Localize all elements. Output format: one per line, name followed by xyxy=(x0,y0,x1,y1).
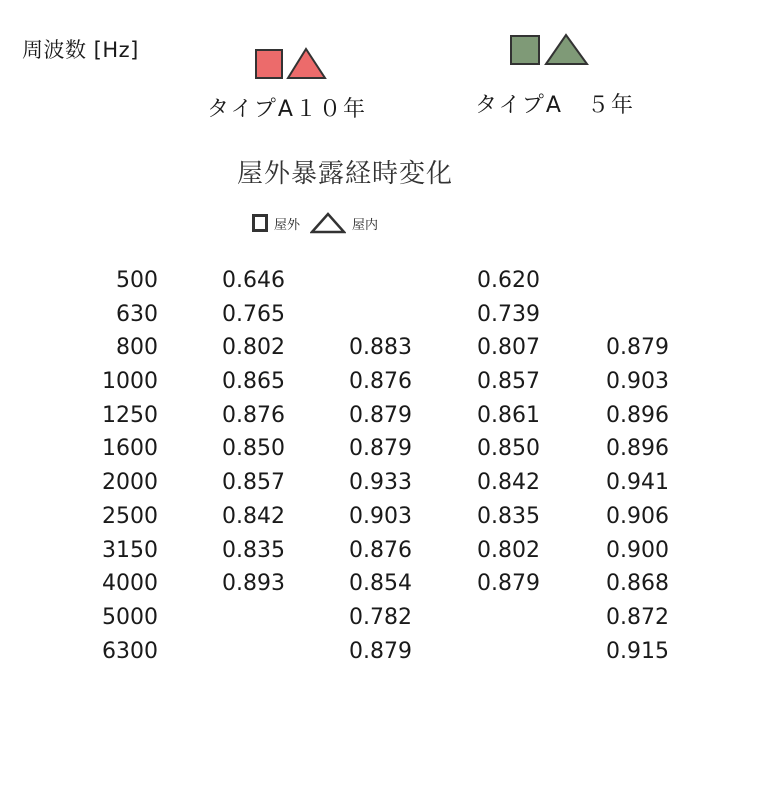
table-row xyxy=(0,335,774,369)
frequency-cell: 1000 xyxy=(102,369,158,395)
a10-indoor-cell: 0.903 xyxy=(349,503,412,529)
a10-indoor-cell: 0.879 xyxy=(349,402,412,428)
a10-outdoor-cell: 0.802 xyxy=(222,335,285,361)
a10-indoor-cell: 0.883 xyxy=(349,335,412,361)
a5-indoor-cell: 0.896 xyxy=(606,436,669,462)
a10-indoor-cell: 0.876 xyxy=(349,369,412,395)
a5-outdoor-cell: 0.857 xyxy=(477,369,540,395)
a5-outdoor-cell: 0.802 xyxy=(477,537,540,563)
a10-outdoor-cell: 0.835 xyxy=(222,537,285,563)
frequency-cell: 6300 xyxy=(102,638,158,664)
a5-indoor-cell: 0.941 xyxy=(606,470,669,496)
a5-outdoor-cell: 0.807 xyxy=(477,335,540,361)
a10-indoor-cell: 0.933 xyxy=(349,470,412,496)
a5-outdoor-cell: 0.620 xyxy=(477,268,540,293)
outdoor-key-label: 屋外 xyxy=(274,217,301,233)
a5-indoor-cell: 0.906 xyxy=(606,503,669,529)
series-b-triangle-marker xyxy=(546,35,587,64)
series-b-square-marker xyxy=(511,36,539,64)
frequency-cell: 500 xyxy=(116,268,158,293)
a10-outdoor-cell: 0.765 xyxy=(222,301,285,327)
table-row xyxy=(0,504,774,538)
frequency-cell: 4000 xyxy=(102,571,158,597)
table-row xyxy=(0,302,774,336)
a10-indoor-cell: 0.879 xyxy=(349,436,412,462)
table-row xyxy=(0,571,774,605)
frequency-cell: 3150 xyxy=(102,537,158,563)
data-table xyxy=(0,268,774,672)
outdoor-square-icon xyxy=(252,214,268,232)
marker-key xyxy=(252,212,378,234)
a10-outdoor-cell: 0.850 xyxy=(222,436,285,462)
series-a-label: タイプA１０年 xyxy=(207,97,367,122)
legend-series-a-markers xyxy=(255,46,331,82)
frequency-cell: 2000 xyxy=(102,470,158,496)
a10-outdoor-cell: 0.857 xyxy=(222,470,285,496)
frequency-cell: 5000 xyxy=(102,604,158,630)
a5-indoor-cell: 0.868 xyxy=(606,571,669,597)
indoor-triangle-icon xyxy=(310,212,346,234)
a5-outdoor-cell: 0.879 xyxy=(477,571,540,597)
a5-indoor-cell: 0.903 xyxy=(606,369,669,395)
series-a-square-marker xyxy=(256,50,282,78)
frequency-cell: 1600 xyxy=(102,436,158,462)
a5-outdoor-cell: 0.835 xyxy=(477,503,540,529)
a5-outdoor-cell: 0.842 xyxy=(477,470,540,496)
table-row xyxy=(0,639,774,673)
a5-indoor-cell: 0.915 xyxy=(606,638,669,664)
indoor-key-label: 屋内 xyxy=(352,217,379,233)
table-row xyxy=(0,403,774,437)
a5-indoor-cell: 0.879 xyxy=(606,335,669,361)
frequency-cell: 1250 xyxy=(102,402,158,428)
frequency-label: 周波数 [Hz] xyxy=(22,38,139,62)
a10-indoor-cell: 0.876 xyxy=(349,537,412,563)
table-row xyxy=(0,605,774,639)
table-row xyxy=(0,470,774,504)
a10-outdoor-cell: 0.646 xyxy=(222,268,285,293)
series-b-label: タイプA ５年 xyxy=(475,93,635,118)
a10-outdoor-cell: 0.893 xyxy=(222,571,285,597)
subtitle: 屋外暴露経時変化 xyxy=(237,159,454,189)
a10-outdoor-cell: 0.865 xyxy=(222,369,285,395)
a5-outdoor-cell: 0.739 xyxy=(477,301,540,327)
a5-indoor-cell: 0.900 xyxy=(606,537,669,563)
a10-indoor-cell: 0.782 xyxy=(349,604,412,630)
frequency-cell: 630 xyxy=(116,301,158,327)
a5-indoor-cell: 0.872 xyxy=(606,604,669,630)
series-a-triangle-marker xyxy=(288,49,325,78)
a10-indoor-cell: 0.879 xyxy=(349,638,412,664)
frequency-cell: 800 xyxy=(116,335,158,361)
a10-outdoor-cell: 0.876 xyxy=(222,402,285,428)
a10-outdoor-cell: 0.842 xyxy=(222,503,285,529)
legend-series-b-markers xyxy=(510,32,590,68)
frequency-cell: 2500 xyxy=(102,503,158,529)
table-row xyxy=(0,369,774,403)
a5-outdoor-cell: 0.850 xyxy=(477,436,540,462)
a5-indoor-cell: 0.896 xyxy=(606,402,669,428)
table-row xyxy=(0,436,774,470)
a10-indoor-cell: 0.854 xyxy=(349,571,412,597)
a5-outdoor-cell: 0.861 xyxy=(477,402,540,428)
table-row xyxy=(0,538,774,572)
table-row xyxy=(0,268,774,302)
